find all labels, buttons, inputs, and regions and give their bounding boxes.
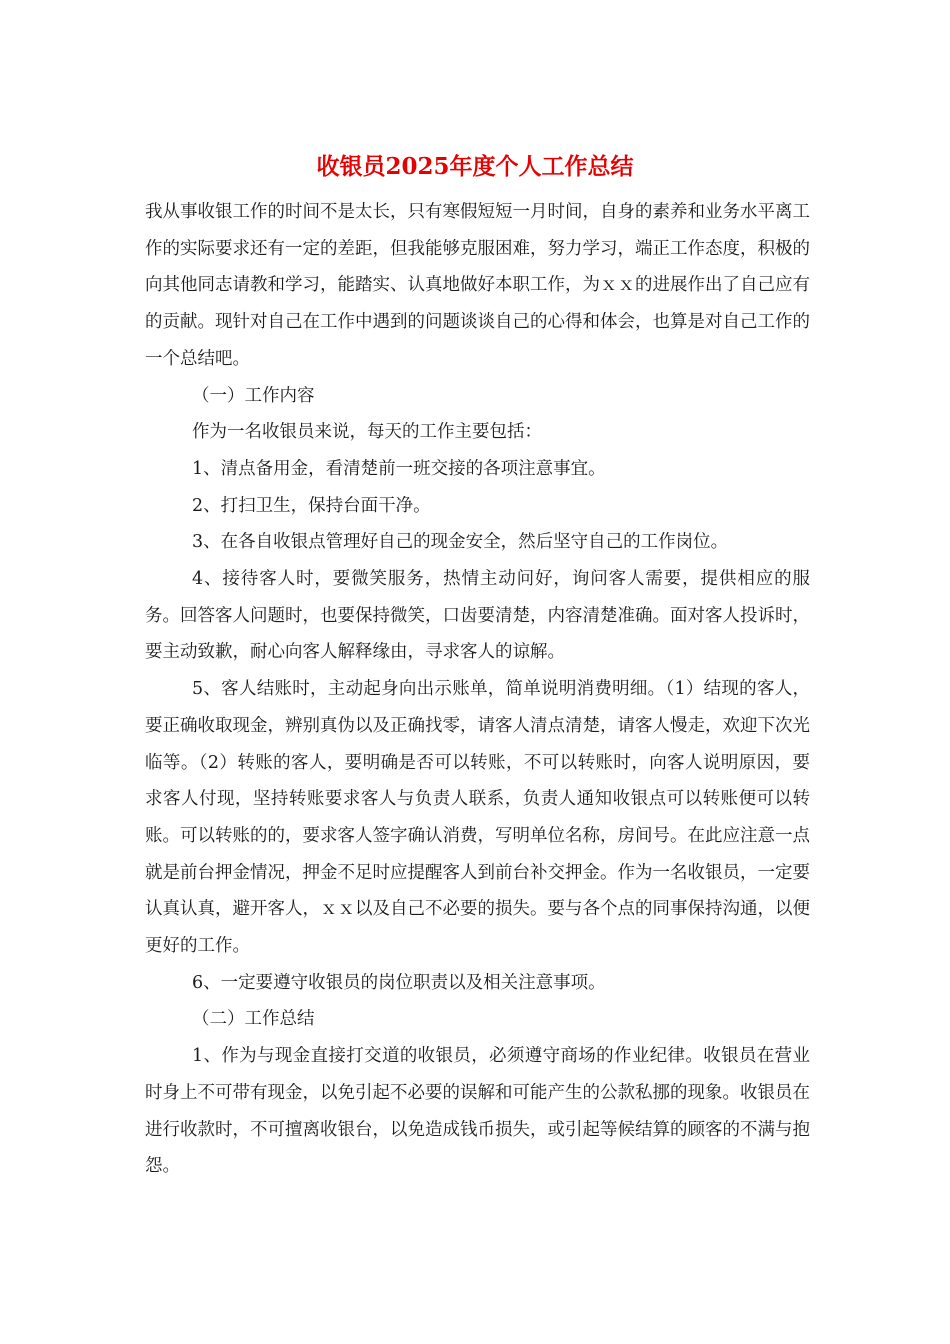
document-body: [145, 194, 810, 1185]
section-heading-work-content: （一）工作内容: [192, 385, 315, 406]
list-item-5: 5、客人结账时，主动起身向出示账单，简单说明消费明细。（1）结现的客人，要正确收取现金，辨别真伪以及正确找零，请客人清点清楚，请客人慢走，欢迎下次光临等。（2）转账的客人，要明确是否可以转账，不可以转账时，向客人说明原因，要求客人付现，坚持转账要求客人与负责人联系，负责人通知收银点可以转账便可以转账。可以转账的的，要求客人签字确认消费，写明单位名称，房间号。在此应注意一点就是前台押金情况，押金不足时应提醒客人到前台补交押金。作为一名收银员，一定要认真认真，避开客人，ｘｘ以及自己不必要的损失。要与各个点的同事保持沟通，以便更好的工作。: [145, 679, 810, 957]
section-heading-work-summary: （二）工作总结: [192, 1009, 315, 1030]
summary-item-1: 1、作为与现金直接打交道的收银员，必须遵守商场的作业纪律。收银员在营业时身上不可带有现金，以免引起不必要的误解和可能产生的公款私挪的现象。收银员在进行收款时，不可擅离收银台，以免造成钱币损失，或引起等候结算的顾客的不满与抱怨。: [145, 1046, 810, 1177]
list-item-4: 4、接待客人时，要微笑服务，热情主动问好，询问客人需要，提供相应的服务。回答客人问题时，也要保持微笑，口齿要清楚，内容清楚准确。面对客人投诉时，要主动致歉，耐心向客人解释缘由，寻求客人的谅解。: [145, 569, 810, 663]
list-item-3: 3、在各自收银点管理好自己的现金安全，然后坚守自己的工作岗位。: [192, 532, 729, 553]
list-item-2: 2、打扫卫生，保持台面干净。: [192, 495, 431, 516]
document-title: 收银员2025年度个人工作总结: [316, 153, 634, 180]
list-item-1: 1、清点备用金，看清楚前一班交接的各项注意事宜。: [192, 458, 606, 479]
list-item-6: 6、一定要遵守收银员的岗位职责以及相关注意事项。: [192, 972, 606, 993]
paragraph-intro: 我从事收银工作的时间不是太长，只有寒假短短一月时间，自身的素养和业务水平离工作的实际要求还有一定的差距，但我能够克服困难，努力学习，端正工作态度，积极的向其他同志请教和学习，能踏实、认真地做好本职工作，为ｘｘ的进展作出了自己应有的贡献。现针对自己在工作中遇到的问题谈谈自己的心得和体会，也算是对自己工作的一个总结吧。: [145, 202, 810, 369]
paragraph-duties-intro: 作为一名收银员来说，每天的工作主要包括：: [192, 422, 542, 443]
